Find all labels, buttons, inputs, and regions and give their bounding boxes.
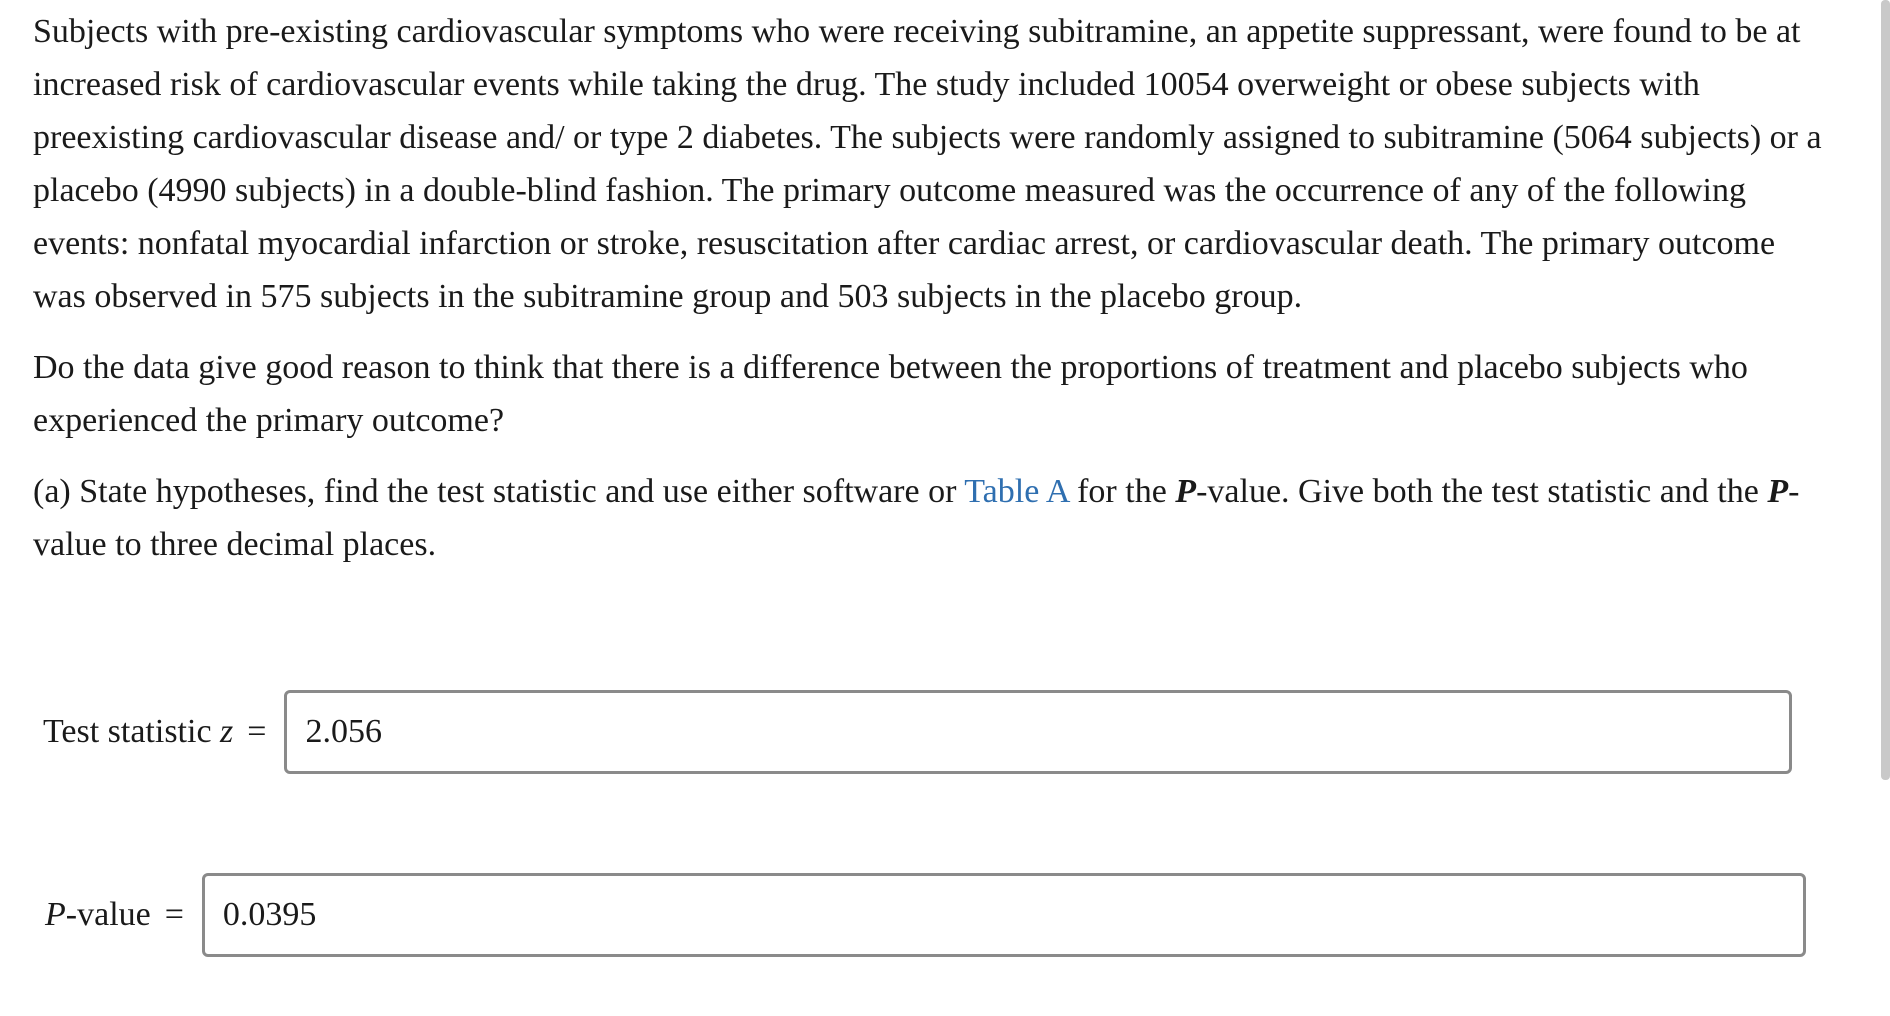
p-value-input[interactable]: 0.0395 [202, 873, 1806, 957]
p-symbol-2: P [1767, 473, 1789, 510]
p-value-label [45, 896, 184, 934]
test-statistic-label [43, 713, 266, 751]
test-statistic-row [43, 690, 1792, 774]
part-a-middle2: -value. Give both the test statistic and the [1196, 473, 1768, 510]
part-a-prefix: (a) State hypotheses, find the test statistic and use either software or [33, 473, 965, 510]
question-content [33, 0, 1833, 571]
z-equals: = [247, 713, 267, 750]
part-a-suffix: -value to three decimal places. [33, 473, 1800, 563]
scrollbar-thumb[interactable] [1881, 0, 1890, 780]
p-equals: = [164, 896, 184, 933]
problem-intro: Subjects with pre-existing cardiovascular symptoms who were receiving subitramine, an appetite suppressant, were found to be at increased risk of cardiovascular events while taking the drug. The study included 10054 overweight or obese subjects with preexisting cardiovascular disease and/ or type 2 diabetes. The subjects were randomly assigned to subitramine (5064 subjects) or a placebo (4990 subjects) in a double-blind fashion. The primary outcome measured was the occurrence of any of the following events: nonfatal myocardial infarction or stroke, resuscitation after cardiac arrest, or cardiovascular death. The primary outcome was observed in 575 subjects in the subitramine group and 503 subjects in the placebo group. [33, 13, 1822, 315]
part-a-middle: for the [1068, 473, 1176, 510]
p-value-row [45, 873, 1806, 957]
p-symbol: P [1175, 473, 1197, 510]
p-value-text: -value [65, 896, 151, 933]
z-variable: z [220, 713, 234, 750]
p-variable: P [45, 896, 66, 933]
problem-question: Do the data give good reason to think that there is a difference between the proportions of treatment and placebo subjects who experienced the primary outcome? [33, 349, 1748, 439]
test-statistic-input[interactable]: 2.056 [284, 690, 1792, 774]
table-a-link[interactable]: Table A [964, 473, 1069, 510]
test-statistic-text: Test statistic [43, 713, 221, 750]
part-a-instructions [33, 465, 1833, 571]
